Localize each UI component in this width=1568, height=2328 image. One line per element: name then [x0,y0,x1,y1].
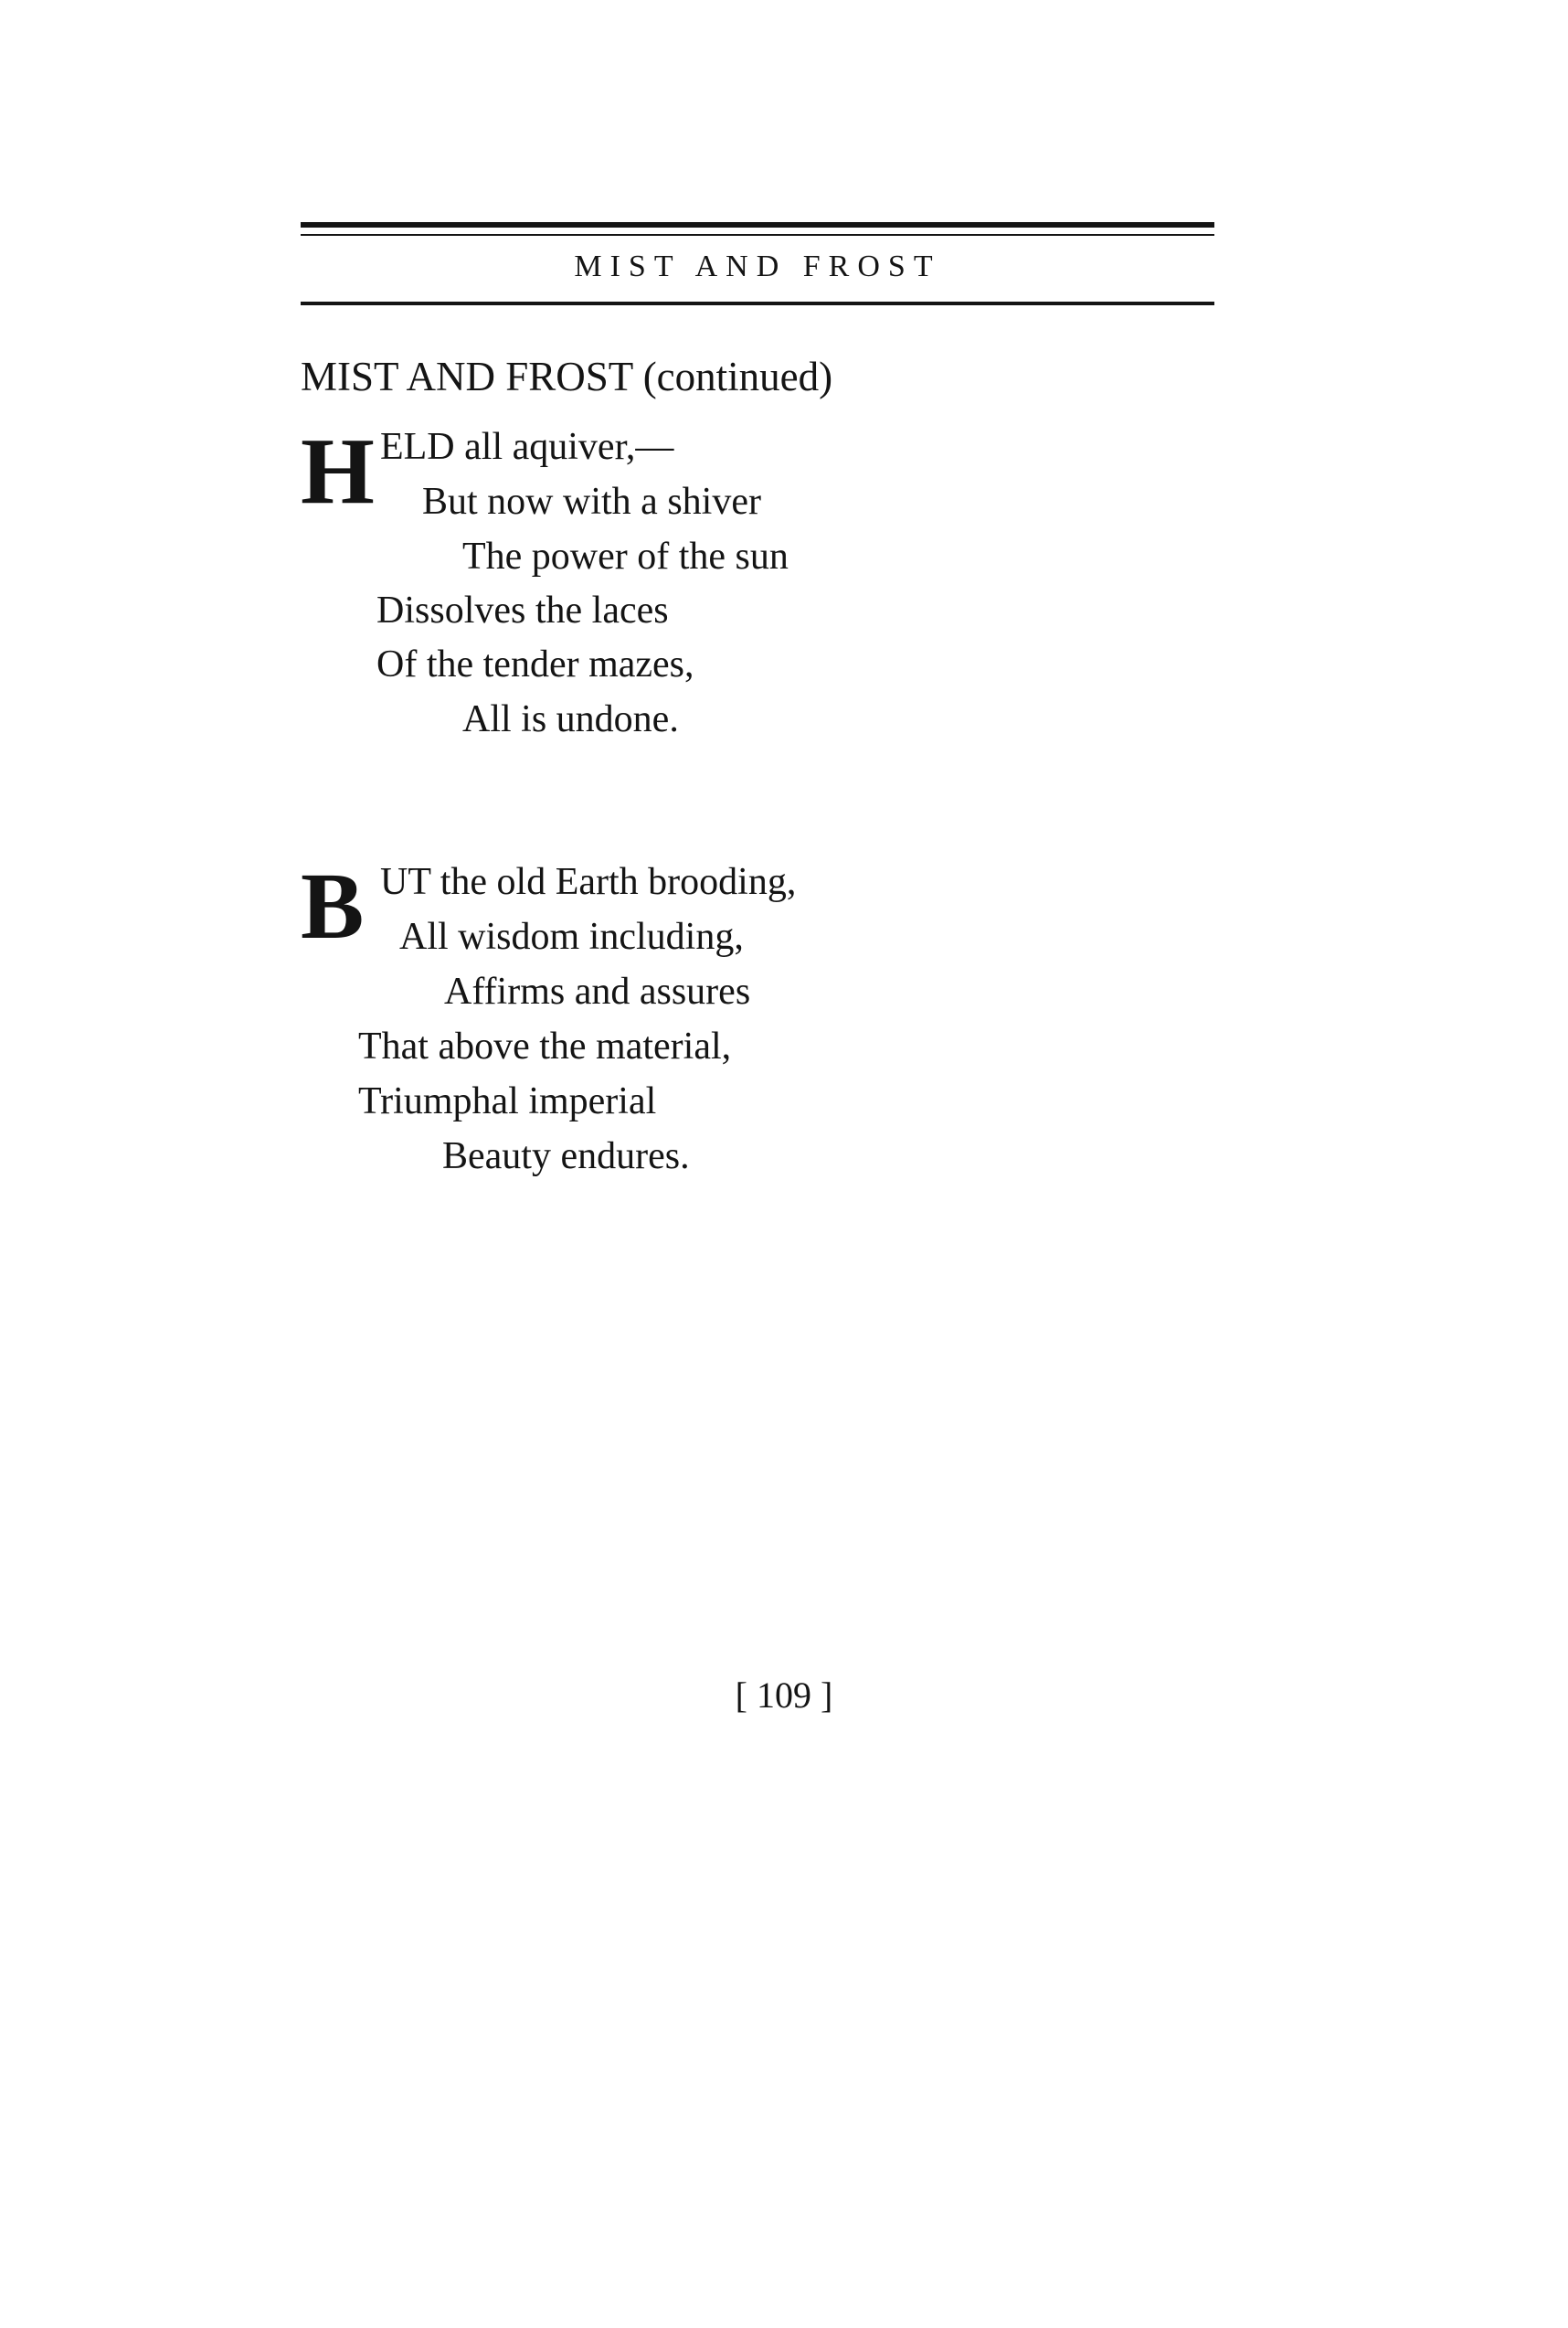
poem-line: The power of the sun [462,536,789,578]
poem-line: Beauty endures. [442,1135,690,1177]
header-rule-thick [301,222,1214,228]
poem-line: Dissolves the laces [376,590,669,632]
poem-line: That above the material, [358,1026,732,1068]
poem-line: But now with a shiver [422,481,761,523]
drop-cap: H [301,419,375,524]
poem-line: UT the old Earth brooding, [380,861,797,903]
poem-heading: MIST AND FROST (continued) [301,354,833,399]
header-rule-bottom [301,302,1214,305]
page-number: [ 109 ] [735,1674,833,1716]
header-rule-thin [301,234,1214,236]
poem-line: All is undone. [462,698,679,740]
poem-line: Triumphal imperial [358,1080,657,1122]
running-head: MIST AND FROST [574,250,941,283]
poem-line: Of the tender mazes, [376,643,694,686]
poem-line: Affirms and assures [444,971,751,1013]
poem-line: All wisdom including, [399,916,744,958]
drop-cap: B [301,854,365,959]
poem-line: ELD all aquiver,— [380,426,674,468]
